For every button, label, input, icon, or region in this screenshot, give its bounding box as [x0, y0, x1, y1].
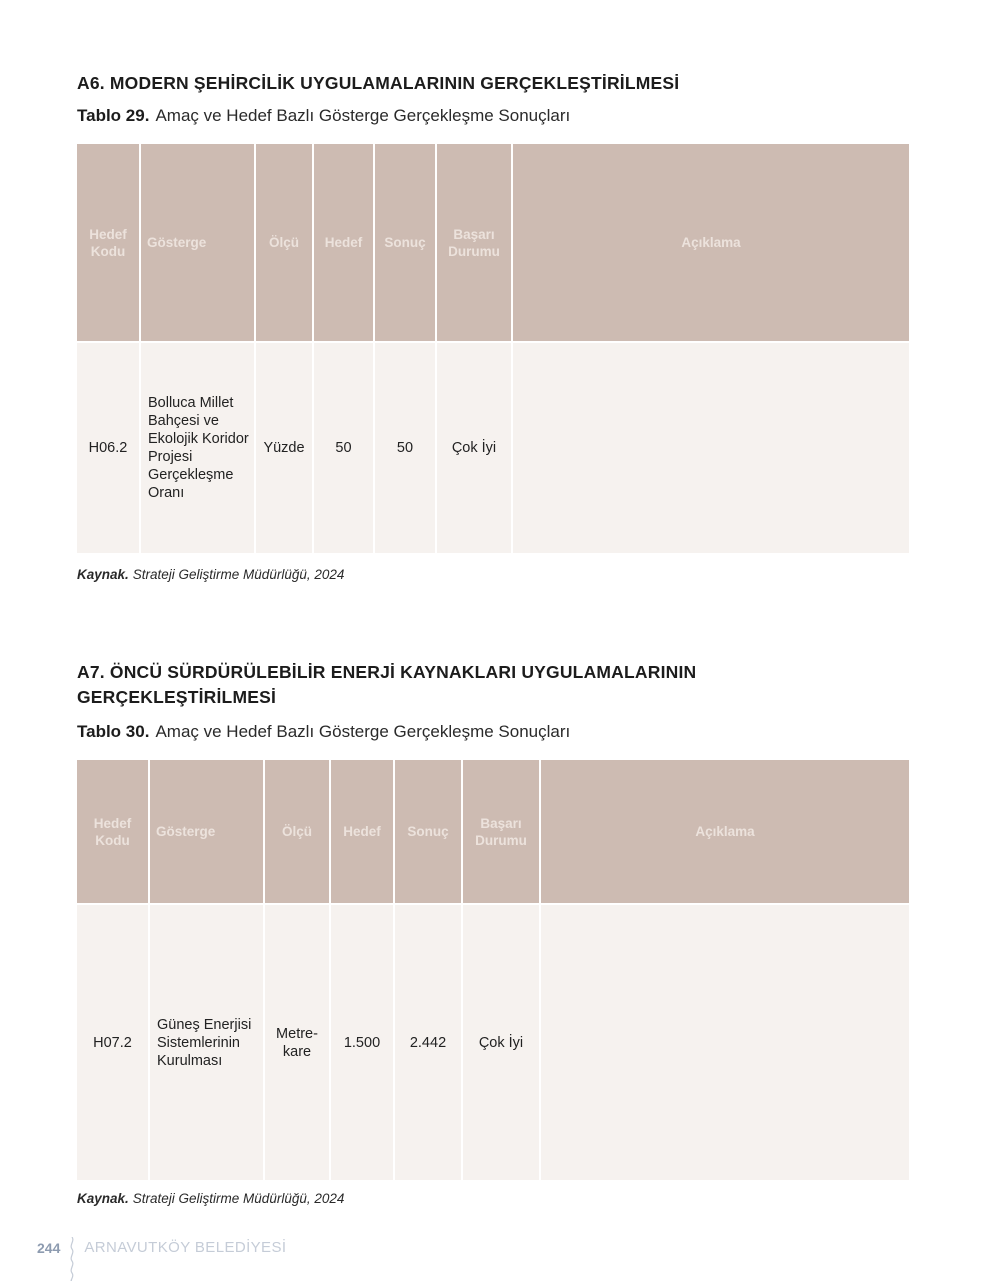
source-label: Kaynak. — [77, 567, 129, 582]
section-title-a6: A6. MODERN ŞEHİRCİLİK UYGULAMALARININ GERÇEKLEŞTİRİLMESİ — [77, 73, 680, 93]
cell-hedef-kodu: H06.2 — [77, 342, 140, 553]
col-header-hedef: Hedef — [313, 144, 374, 342]
wavy-divider-icon — [68, 1237, 76, 1281]
col-header-olcu: Ölçü — [264, 760, 330, 904]
table-caption-text: Amaç ve Hedef Bazlı Gösterge Gerçekleşme Sonuçları — [155, 722, 571, 741]
col-header-aciklama: Açıklama — [512, 144, 909, 342]
col-header-aciklama: Açıklama — [540, 760, 909, 904]
indicator-table-30 — [77, 760, 909, 1180]
cell-olcu: Metre-kare — [264, 904, 330, 1180]
table-header-row — [77, 760, 909, 904]
indicator-table-29 — [77, 144, 909, 553]
section-title-a7 — [77, 660, 696, 710]
table-label: Tablo 29. — [77, 106, 150, 125]
col-header-gosterge: Gösterge — [149, 760, 264, 904]
table-caption-text: Amaç ve Hedef Bazlı Gösterge Gerçekleşme Sonuçları — [155, 106, 571, 125]
source-text: Strateji Geliştirme Müdürlüğü, 2024 — [132, 567, 345, 582]
table-row — [77, 342, 909, 553]
table-caption-29 — [77, 105, 570, 127]
col-header-sonuc: Sonuç — [374, 144, 436, 342]
cell-aciklama — [512, 342, 909, 553]
cell-olcu: Yüzde — [255, 342, 313, 553]
source-note-30 — [77, 1191, 344, 1206]
page-footer — [37, 1237, 286, 1285]
source-label: Kaynak. — [77, 1191, 129, 1206]
table-label: Tablo 30. — [77, 722, 150, 741]
cell-sonuc: 50 — [374, 342, 436, 553]
cell-hedef: 50 — [313, 342, 374, 553]
col-header-sonuc: Sonuç — [394, 760, 462, 904]
table-row — [77, 904, 909, 1180]
cell-basari-durumu: Çok İyi — [436, 342, 512, 553]
cell-hedef-kodu: H07.2 — [77, 904, 149, 1180]
section-title-a7-line1: A7. ÖNCÜ SÜRDÜRÜLEBİLİR ENERJİ KAYNAKLARI UYGULAMALARININ — [77, 662, 697, 682]
source-note-29 — [77, 567, 344, 582]
col-header-basari-durumu: Başarı Durumu — [462, 760, 540, 904]
col-header-hedef-kodu: Hedef Kodu — [77, 144, 140, 342]
cell-gosterge: Bolluca Millet Bahçesi ve Ekolojik Koridor Projesi Gerçekleşme Oranı — [140, 342, 255, 553]
source-text: Strateji Geliştirme Müdürlüğü, 2024 — [132, 1191, 345, 1206]
col-header-hedef: Hedef — [330, 760, 394, 904]
col-header-gosterge: Gösterge — [140, 144, 255, 342]
cell-gosterge: Güneş Enerjisi Sistemlerinin Kurulması — [149, 904, 264, 1180]
section-title-a7-line2: GERÇEKLEŞTİRİLMESİ — [77, 687, 277, 707]
col-header-hedef-kodu: Hedef Kodu — [77, 760, 149, 904]
cell-basari-durumu: Çok İyi — [462, 904, 540, 1180]
page-number: 244 — [37, 1240, 61, 1256]
cell-sonuc: 2.442 — [394, 904, 462, 1180]
col-header-basari-durumu: Başarı Durumu — [436, 144, 512, 342]
cell-aciklama — [540, 904, 909, 1180]
organization-name: ARNAVUTKÖY BELEDİYESİ — [84, 1239, 287, 1256]
table-caption-30 — [77, 721, 570, 743]
table-header-row — [77, 144, 909, 342]
col-header-olcu: Ölçü — [255, 144, 313, 342]
cell-hedef: 1.500 — [330, 904, 394, 1180]
